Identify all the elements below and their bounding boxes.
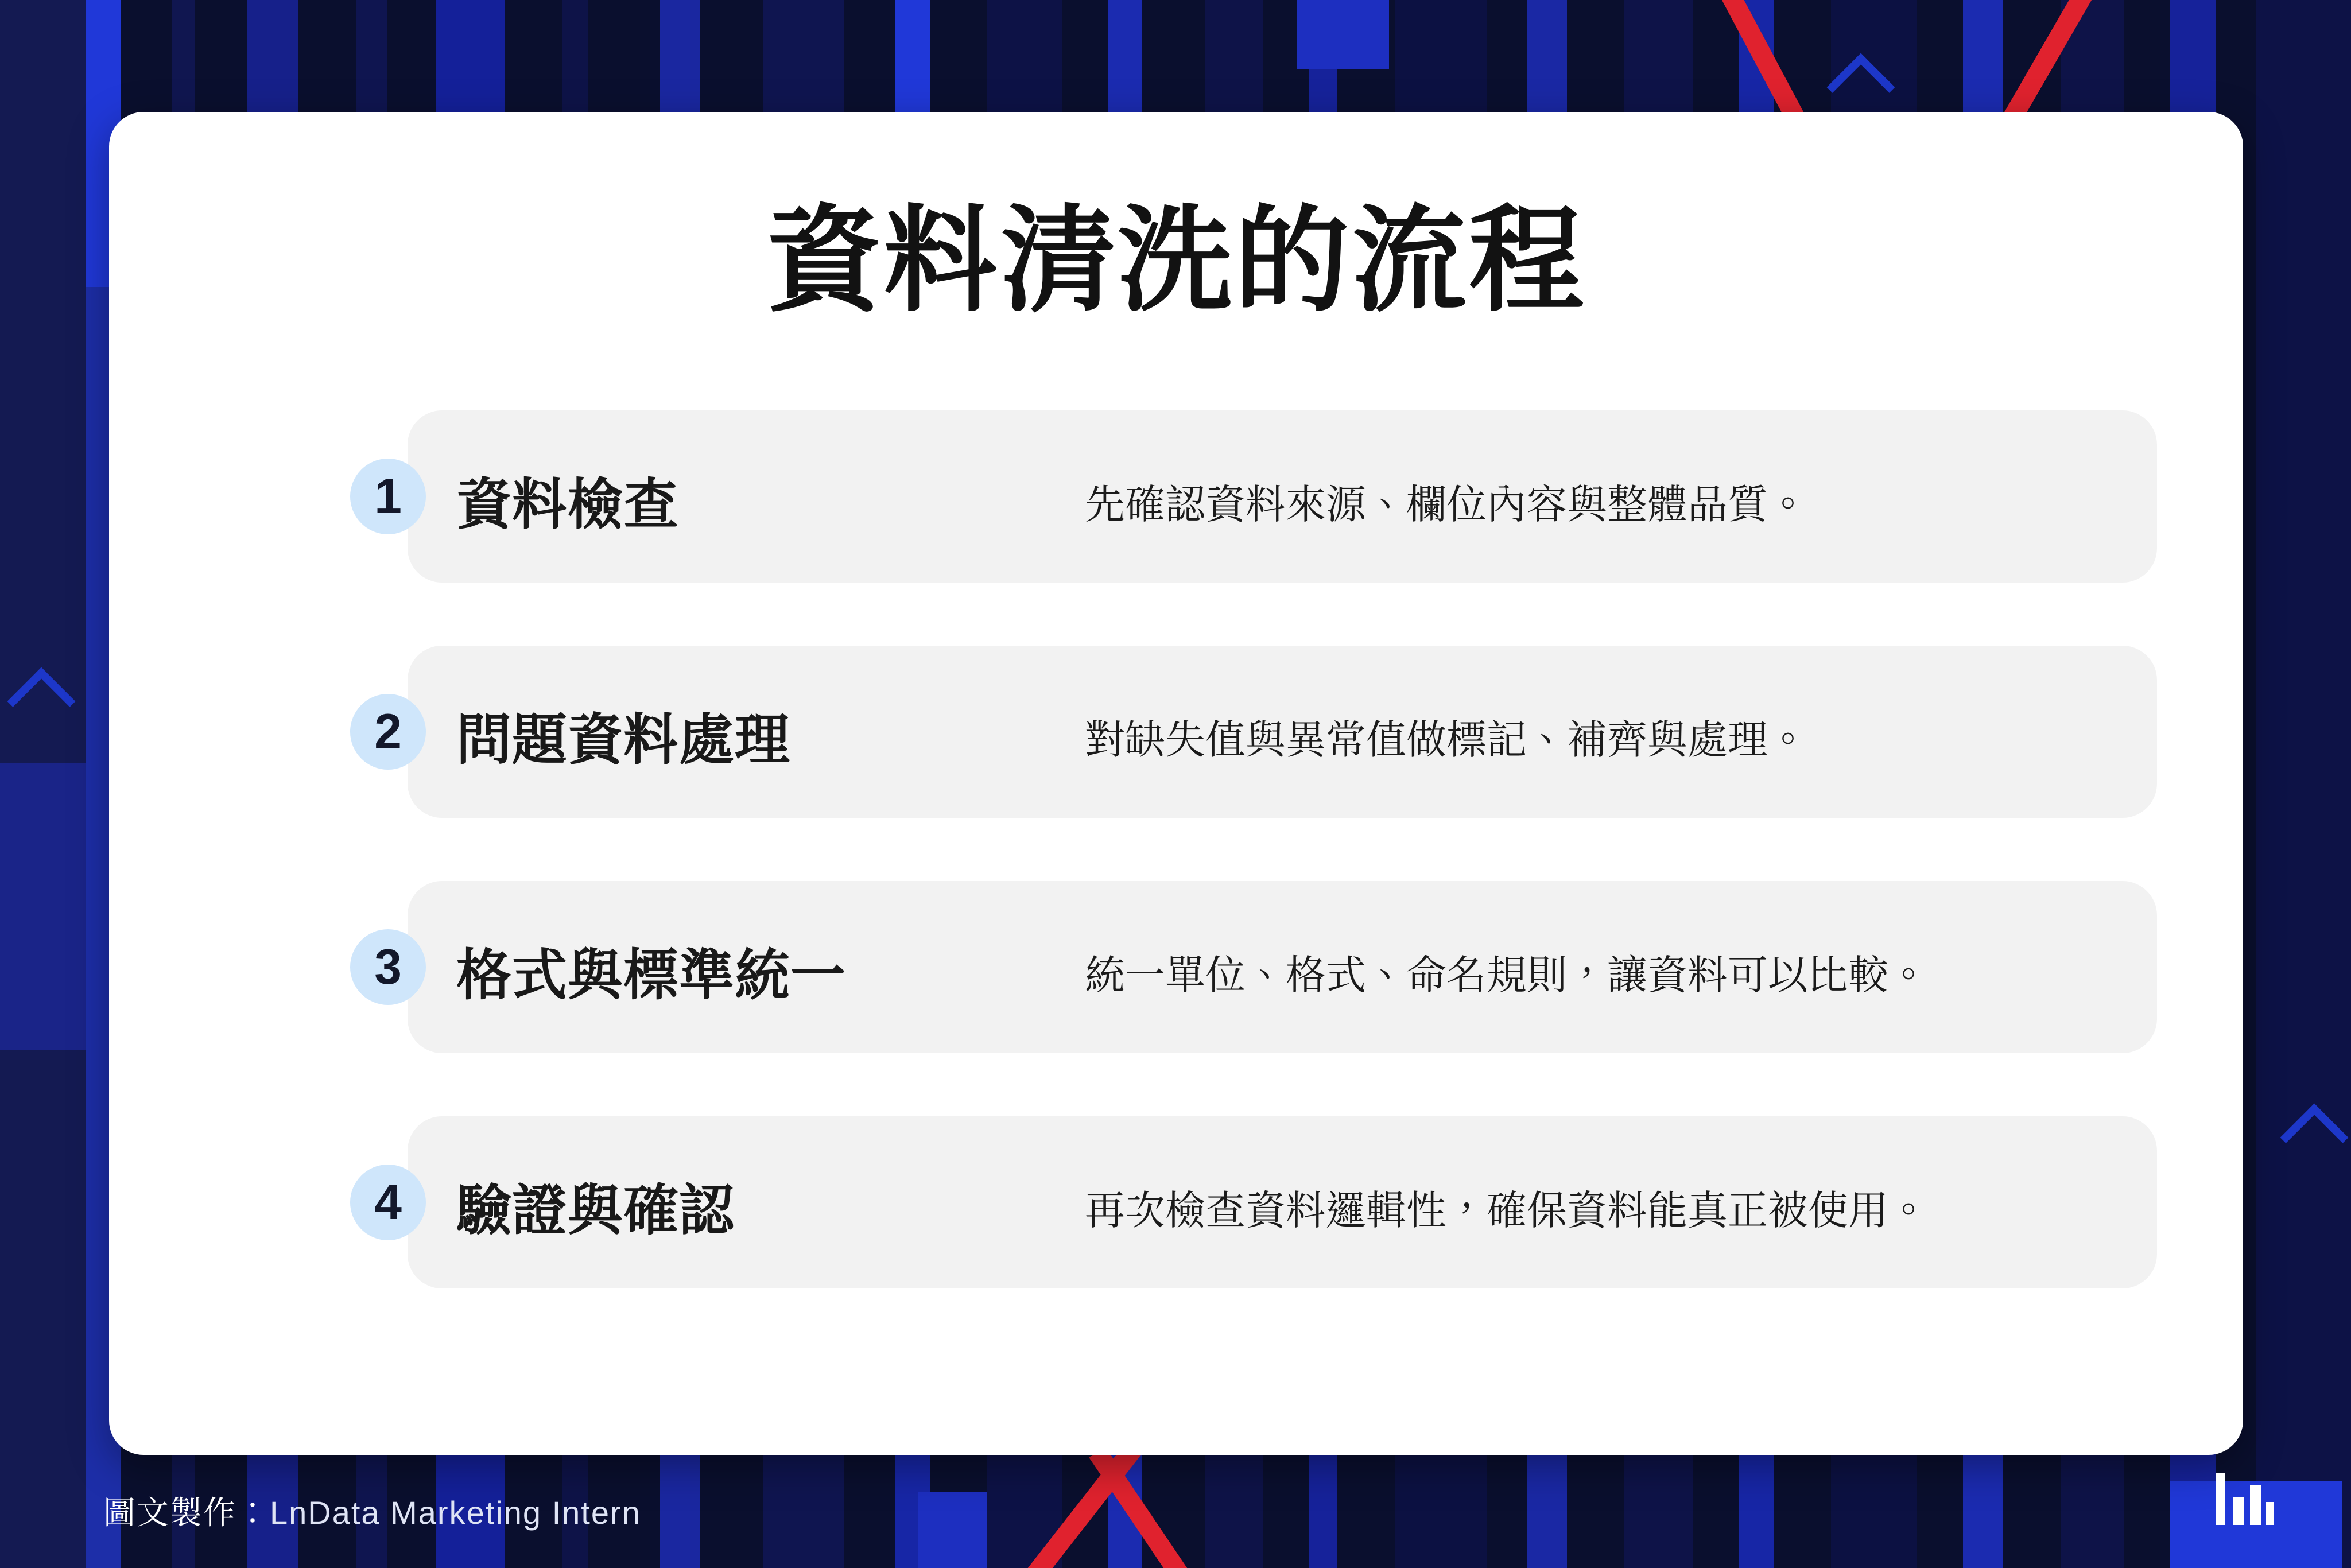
list-item[interactable] — [374, 646, 2059, 818]
steps-list — [109, 410, 2243, 1288]
footer-credit-text: LnData Marketing Intern — [270, 1495, 641, 1531]
step-description: 再次檢查資料邏輯性，確保資料能真正被使用。 — [1085, 1188, 1929, 1233]
list-item[interactable] — [374, 1116, 2059, 1288]
step-number-badge: 3 — [350, 929, 426, 1005]
step-title: 問題資料處理 — [456, 709, 790, 771]
step-number-badge: 1 — [350, 459, 426, 534]
background-block — [895, 0, 930, 126]
background-block — [0, 763, 86, 1050]
footer-credit — [103, 1488, 641, 1534]
brand-logo-icon — [2213, 1468, 2276, 1531]
step-title: 格式與標準統一 — [456, 945, 846, 1006]
footer-label: 圖文製作： — [103, 1495, 270, 1531]
content-card — [109, 112, 2243, 1455]
step-number-badge: 2 — [350, 694, 426, 770]
list-item[interactable] — [374, 881, 2059, 1053]
step-description: 統一單位、格式、命名規則，讓資料可以比較。 — [1085, 953, 1929, 998]
step-description: 先確認資料來源、欄位內容與整體品質。 — [1085, 482, 1808, 527]
step-title: 資料檢查 — [456, 474, 679, 535]
background-block — [1297, 0, 1389, 69]
list-item[interactable] — [374, 410, 2059, 583]
page-title: 資料清洗的流程 — [766, 197, 1586, 325]
step-title: 驗證與確認 — [456, 1180, 735, 1241]
background-block — [918, 1492, 987, 1568]
step-description: 對缺失值與異常值做標記、補齊與處理。 — [1085, 717, 1808, 762]
background-bar — [2256, 0, 2351, 1568]
step-number-badge: 4 — [350, 1165, 426, 1240]
